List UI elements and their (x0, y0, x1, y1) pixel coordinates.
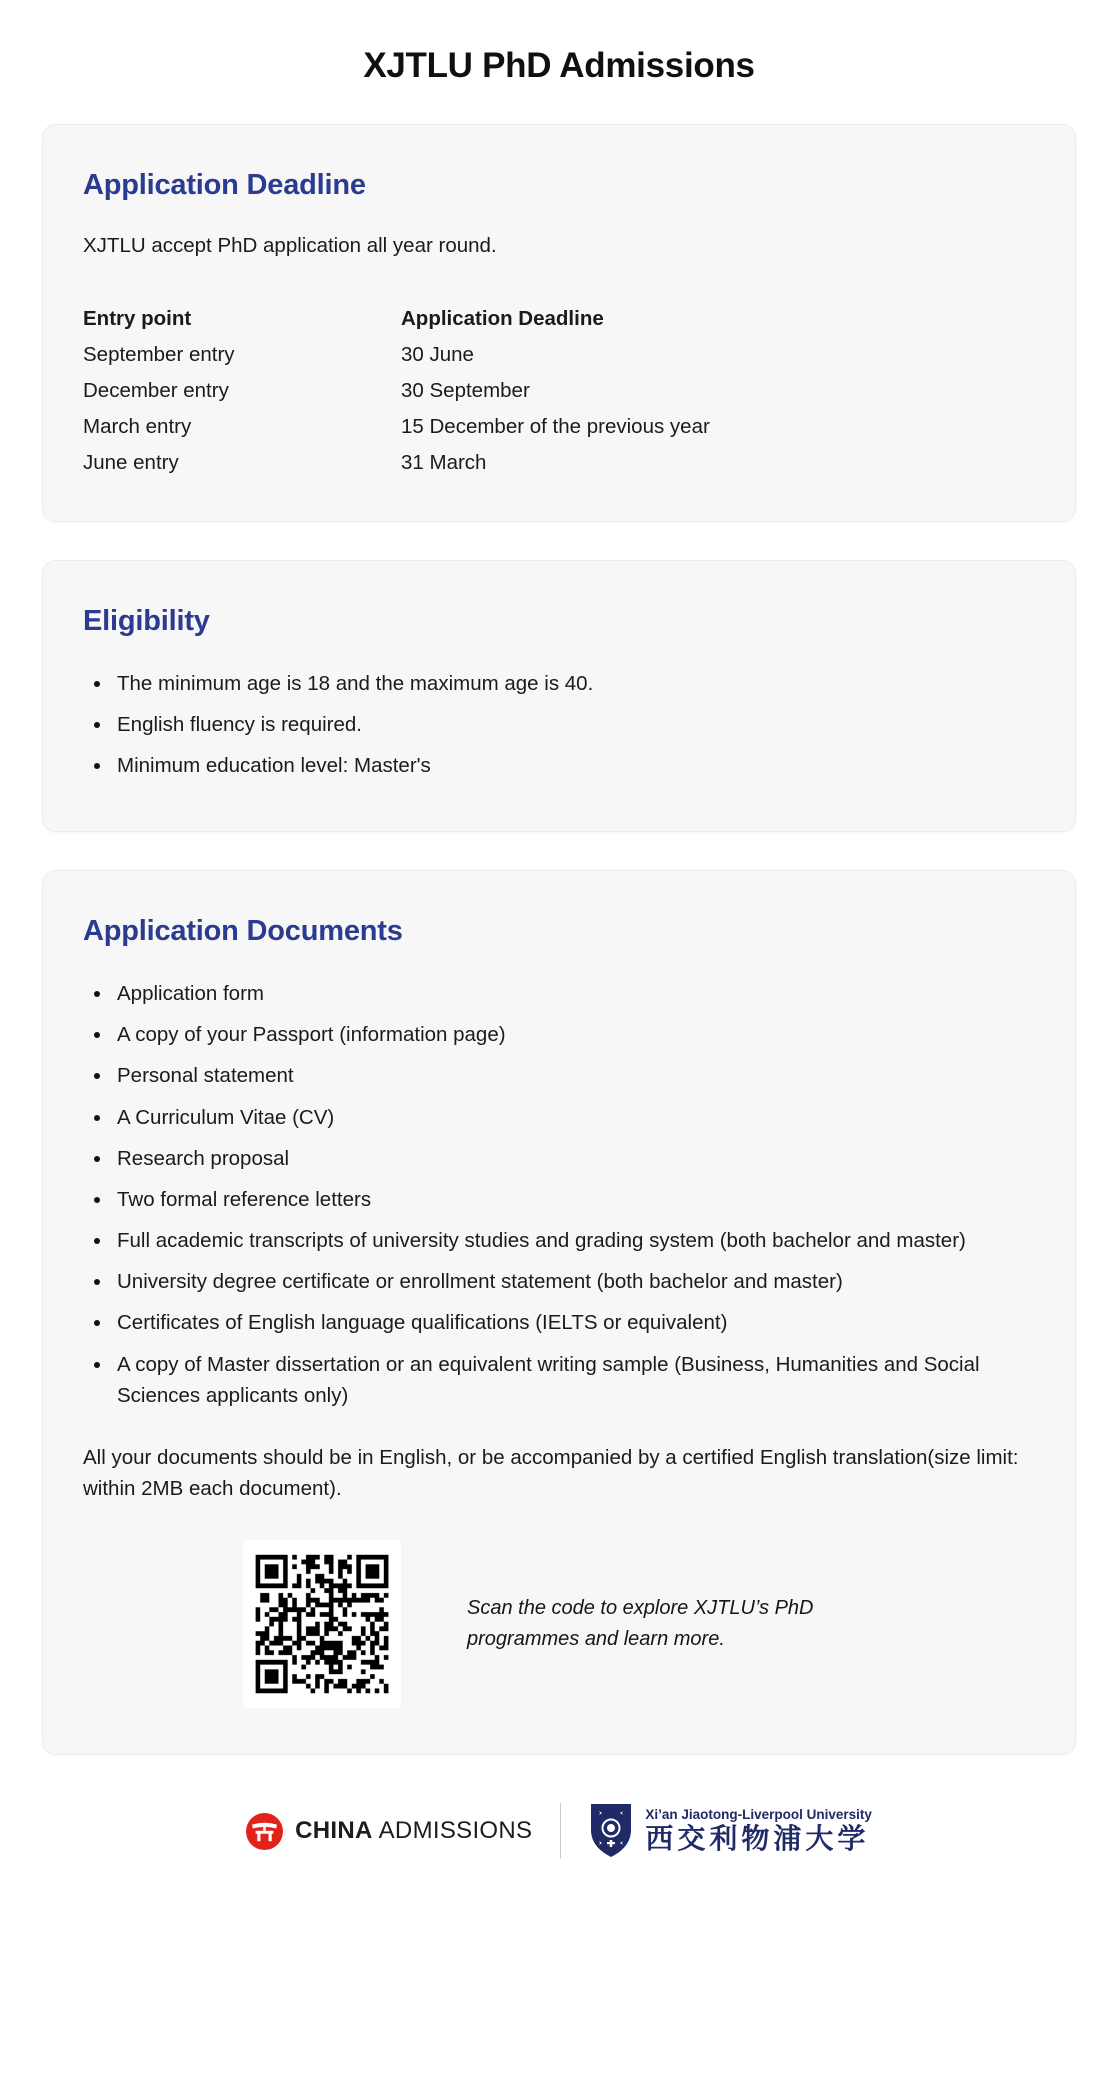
deadline-cell: 31 March (401, 450, 487, 474)
xjtlu-brand (589, 1803, 872, 1859)
eligibility-card (42, 560, 1076, 832)
list-item: • A Curriculum Vitae (CV) (113, 1102, 1035, 1133)
list-item: • Two formal reference letters (113, 1184, 1035, 1215)
table-row (83, 445, 1035, 481)
deadline-cell: 30 June (401, 342, 474, 366)
eligibility-list (83, 668, 1035, 781)
table-row (83, 373, 1035, 409)
deadline-table-header-row (83, 301, 1035, 337)
china-admissions-torii-icon (246, 1813, 283, 1850)
xjtlu-name-chinese: 西交利物浦大学 (645, 1822, 870, 1856)
qr-caption: Scan the code to explore XJTLU’s PhD programmes and learn more. (467, 1597, 814, 1651)
qr-code-image (251, 1550, 393, 1698)
eligibility-heading: Eligibility (83, 604, 210, 637)
qr-code (243, 1540, 401, 1708)
xjtlu-wordmark (645, 1807, 872, 1855)
list-item: • Personal statement (113, 1060, 1035, 1091)
china-admissions-wordmark-light: ADMISSIONS (378, 1817, 533, 1845)
deadline-col2-header: Application Deadline (401, 306, 604, 330)
footer-divider (560, 1803, 561, 1859)
entry-point-cell: September entry (83, 342, 235, 366)
page-title: XJTLU PhD Admissions (363, 46, 755, 85)
deadline-cell: 15 December of the previous year (401, 414, 710, 438)
documents-heading: Application Documents (83, 915, 403, 948)
table-row (83, 337, 1035, 373)
list-item: • The minimum age is 18 and the maximum age is 40. (113, 668, 1035, 699)
china-admissions-wordmark (295, 1817, 532, 1845)
documents-list (83, 978, 1035, 1411)
china-admissions-wordmark-bold: CHINA (295, 1817, 373, 1845)
list-item: • Application form (113, 978, 1035, 1009)
documents-note: All your documents should be in English, or be accompanied by a certified English translation(size limit: within 2MB each document). (83, 1445, 1019, 1500)
list-item: • University degree certificate or enrollment statement (both bachelor and master) (113, 1266, 1035, 1297)
list-item: • Minimum education level: Master's (113, 750, 1035, 781)
list-item: • Research proposal (113, 1143, 1035, 1174)
application-deadline-card (42, 124, 1076, 522)
xjtlu-shield-icon (589, 1803, 633, 1859)
deadline-intro: XJTLU accept PhD application all year round. (83, 234, 497, 257)
table-row (83, 409, 1035, 445)
list-item: • A copy of your Passport (information page) (113, 1019, 1035, 1050)
entry-point-cell: June entry (83, 450, 179, 474)
footer (0, 1803, 1118, 1909)
china-admissions-brand (246, 1813, 532, 1850)
qr-section (243, 1540, 1035, 1708)
deadline-table (83, 301, 1035, 481)
application-documents-card (42, 870, 1076, 1755)
deadline-heading: Application Deadline (83, 169, 366, 201)
list-item: • A copy of Master dissertation or an equivalent writing sample (Business, Humanities and Social Sciences applicants only) (113, 1349, 1035, 1411)
deadline-cell: 30 September (401, 378, 530, 402)
list-item: • Certificates of English language qualifications (IELTS or equivalent) (113, 1307, 1035, 1338)
deadline-col1-header: Entry point (83, 306, 192, 330)
entry-point-cell: March entry (83, 414, 192, 438)
list-item: • English fluency is required. (113, 709, 1035, 740)
entry-point-cell: December entry (83, 378, 229, 402)
list-item: • Full academic transcripts of university studies and grading system (both bachelor and master) (113, 1225, 1035, 1256)
xjtlu-name-english: Xi’an Jiaotong-Liverpool University (645, 1807, 872, 1823)
